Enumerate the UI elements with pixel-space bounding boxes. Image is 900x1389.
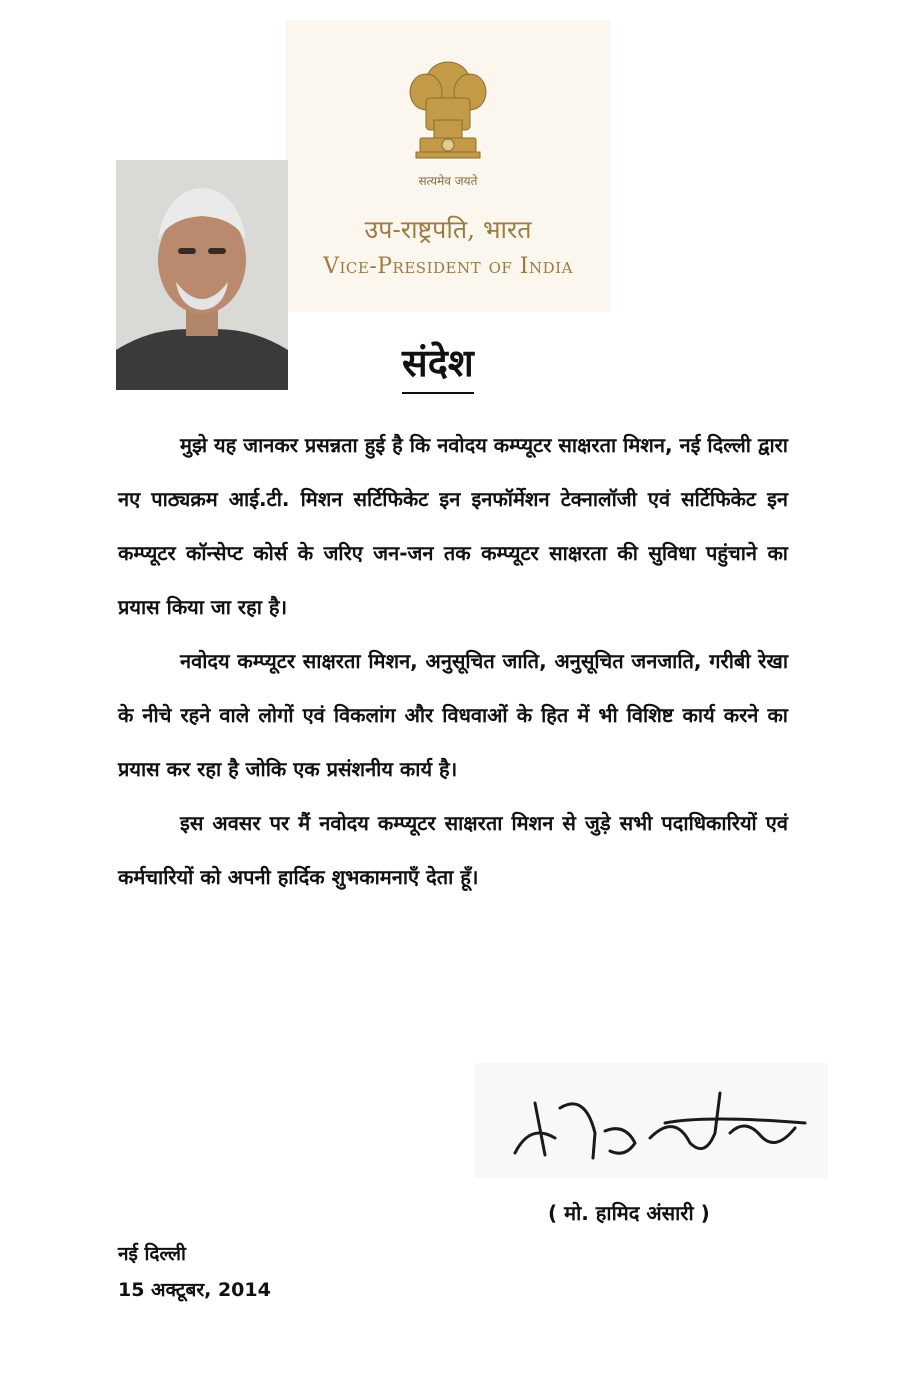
office-title-english: Vice-President of India [323, 254, 573, 279]
emblem-motto: सत्यमेव जयते [418, 174, 478, 188]
message-paragraph-2: नवोदय कम्प्यूटर साक्षरता मिशन, अनुसूचित जाति, अनुसूचित जनजाति, गरीबी रेखा के नीचे रहने वाले लोगों एवं विकलांग और विधवाओं के हित में भी विशिष्ट कार्य करने का प्रयास कर रहा है जोकि एक प्रसंशनीय कार्य है। [118, 649, 788, 781]
place: नई दिल्ली [118, 1243, 186, 1265]
signature-image [475, 1063, 828, 1178]
office-title-hindi: उप-राष्ट्रपति, भारत [364, 215, 532, 244]
portrait-photo [116, 160, 288, 390]
portrait-icon [116, 160, 288, 390]
signature-icon [475, 1063, 828, 1178]
letterhead [286, 20, 610, 312]
message-body [118, 418, 788, 904]
message-paragraph-1: मुझे यह जानकर प्रसन्नता हुई है कि नवोदय कम्प्यूटर साक्षरता मिशन, नई दिल्ली द्वारा नए पाठ्यक्रम आई.टी. मिशन सर्टिफिकेट इन इनफॉर्मेशन टेक्नालॉजी एवं सर्टिफिकेट इन कम्प्यूटर कॉन्सेप्ट कोर्स के जरिए जन-जन तक कम्प्यूटर साक्षरता की सुविधा पहुंचाने का प्रयास किया जा रहा है। [118, 433, 788, 619]
message-paragraph-3: इस अवसर पर मैं नवोदय कम्प्यूटर साक्षरता मिशन से जुड़े सभी पदाधिकारियों एवं कर्मचारियों को अपनी हार्दिक शुभकामनाएँ देता हूँ। [118, 811, 788, 889]
date: 15 अक्टूबर, 2014 [118, 1279, 271, 1301]
signatory-name: ( मो. हामिद अंसारी ) [548, 1201, 710, 1225]
page-title: संदेश [402, 336, 474, 394]
